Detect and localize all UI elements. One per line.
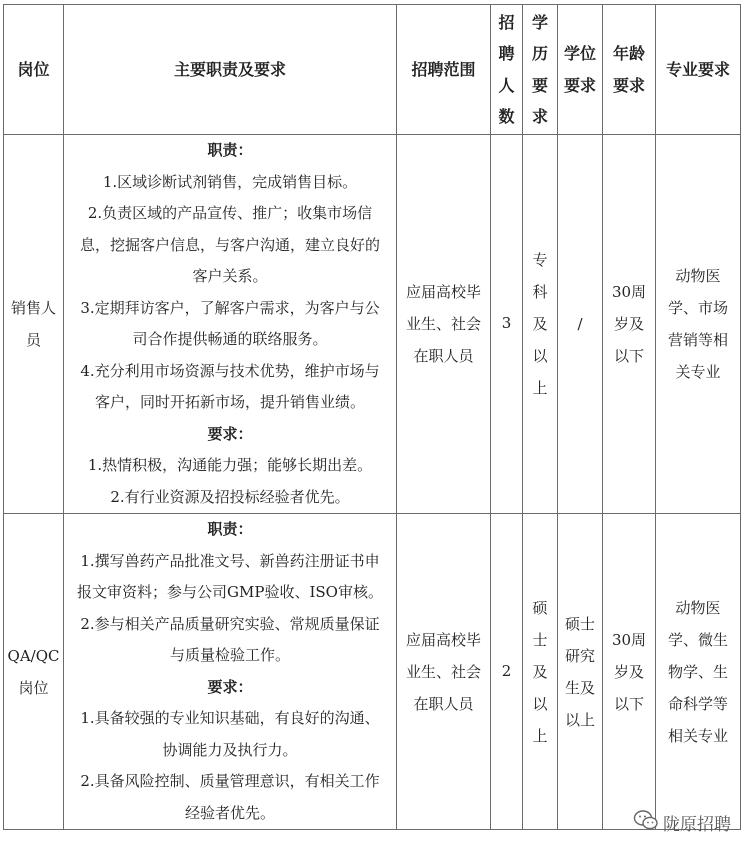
- watermark-text: 陇原招聘: [663, 815, 731, 835]
- recruitment-table: [3, 4, 741, 830]
- header-degree: 学位 要求: [558, 5, 603, 135]
- education-cell: 硕 士 及 以 上: [523, 514, 558, 830]
- header-scope: 招聘范围: [397, 5, 491, 135]
- header-education: 学 历 要 求: [523, 5, 558, 135]
- position-cell: QA/QC 岗位: [4, 514, 64, 830]
- duty-title: 职责：: [207, 520, 253, 538]
- requirement-title: 要求：: [207, 424, 253, 443]
- duties-cell: 职责： 1.区域诊断试剂销售，完成销售目标。 2.负责区域的产品宣传、推广；收集市场信 息，挖掘客户信息，与客户沟通，建立良好的 客户关系。 3.定期拜访客户，了解客户需求，为客户与公 司合作提供畅通的联络服务。 4.充分利用市场资源与技术优势，维护市场与 客户，同时开拓新市场，提升销售业绩。 要求： 1.热情积极，沟通能力强；能够长期出差。 2.有行业资源及招投标经验者优先。: [64, 135, 397, 514]
- count-cell: 3: [491, 135, 523, 514]
- watermark: [633, 809, 731, 836]
- requirement-title: 要求：: [207, 677, 253, 696]
- duty-title: 职责：: [207, 141, 253, 159]
- header-position: 岗位: [4, 5, 64, 135]
- degree-cell: /: [558, 135, 603, 514]
- major-cell: 动物医 学、微生 物学、生 命科学等 相关专业: [656, 514, 741, 830]
- position-cell: 销售人 员: [4, 135, 64, 514]
- scope-cell: 应届高校毕 业生、社会 在职人员: [397, 514, 491, 830]
- wechat-icon: [633, 809, 659, 836]
- major-cell: 动物医 学、市场 营销等相 关专业: [656, 135, 741, 514]
- header-duties: 主要职责及要求: [64, 5, 397, 135]
- age-cell: 30周 岁及 以下: [603, 135, 656, 514]
- header-count: 招 聘 人 数: [491, 5, 523, 135]
- education-cell: 专 科 及 以 上: [523, 135, 558, 514]
- header-age: 年龄 要求: [603, 5, 656, 135]
- degree-cell: 硕士 研究 生及 以上: [558, 514, 603, 830]
- table-row: [4, 514, 741, 830]
- age-cell: 30周 岁及 以下: [603, 514, 656, 830]
- scope-cell: 应届高校毕 业生、社会 在职人员: [397, 135, 491, 514]
- count-cell: 2: [491, 514, 523, 830]
- header-row: [4, 5, 741, 135]
- duties-cell: 职责： 1.撰写兽药产品批准文号、新兽药注册证书申 报文审资料；参与公司GMP验收、ISO审核。 2.参与相关产品质量研究实验、常规质量保证 与质量检验工作。 要求： 1.具备较强的专业知识基础，有良好的沟通、 协调能力及执行力。 2.具备风险控制、质量管理意识，有相关工作 经验者优先。: [64, 514, 397, 830]
- header-major: 专业要求: [656, 5, 741, 135]
- table-row: [4, 135, 741, 514]
